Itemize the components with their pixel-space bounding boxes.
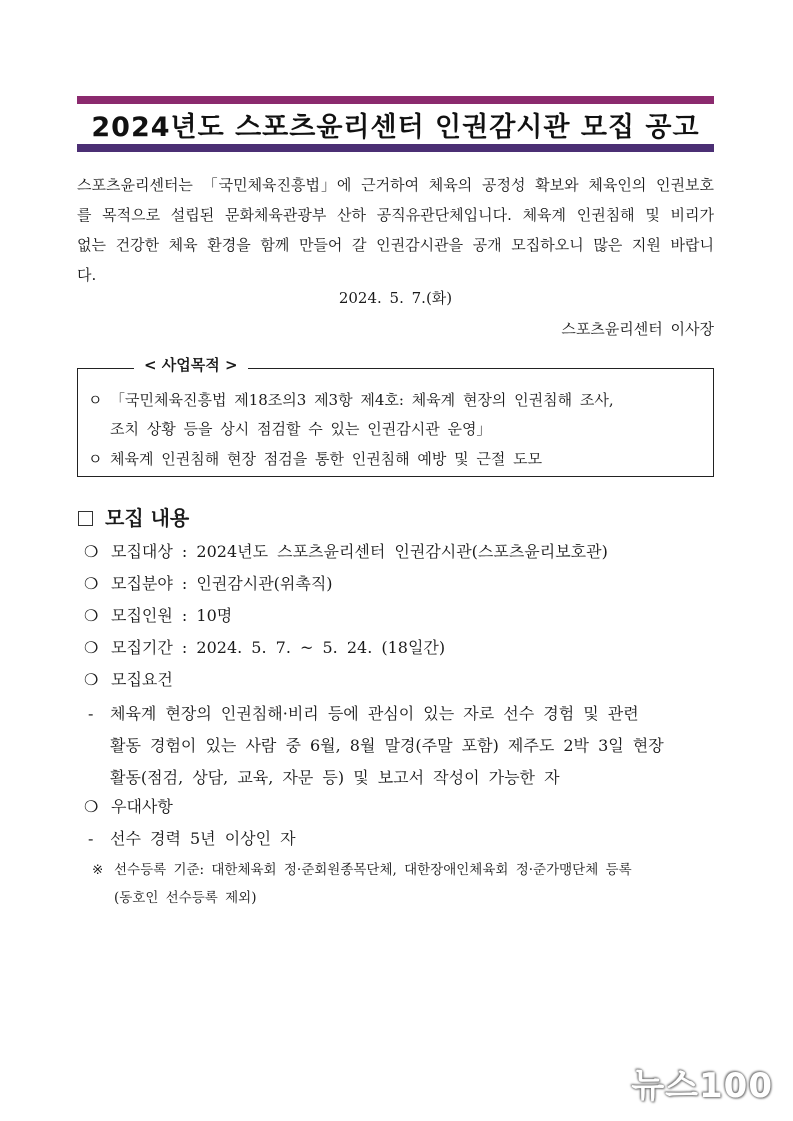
note-line: 선수등록 기준: 대한체육회 정·준회원종목단체, 대한장애인체육회 정·준가맹단체 등록: [114, 862, 632, 878]
title-bottom-bar: [77, 144, 714, 152]
purpose-item: [88, 445, 703, 474]
circle-bullet-icon: ❍: [84, 797, 99, 816]
purpose-item-line: 「국민체육진흥법 제18조의3 제3항 제4호: 체육계 현장의 인권침해 조사,: [110, 391, 614, 409]
requirement-line: 체육계 현장의 인권침해·비리 등에 관심이 있는 자로 선수 경험 및 관련: [110, 704, 639, 723]
row-label: 모집분야: [111, 574, 173, 593]
requirement-line: 활동(점검, 상담, 교육, 자문 등) 및 보고서 작성이 가능한 자: [110, 768, 560, 787]
watermark-logo: 뉴스100: [631, 1066, 773, 1106]
recruit-row: [84, 791, 714, 823]
dash-marker: -: [88, 704, 94, 723]
title-top-bar: [77, 96, 714, 104]
requirement-line: 활동 경험이 있는 사람 중 6월, 8월 말경(주말 포함) 제주도 2박 3일 현장: [110, 736, 664, 755]
circle-bullet-icon: ❍: [84, 542, 99, 561]
circle-bullet-icon: ❍: [84, 638, 99, 657]
note: [92, 856, 714, 912]
purpose-item-line: 체육계 인권침해 현장 점검을 통한 인권침해 예방 및 근절 도모: [110, 450, 543, 468]
circle-bullet-icon: ❍: [84, 574, 99, 593]
purpose-label: < 사업목적 >: [134, 354, 248, 375]
row-label: 우대사항: [111, 797, 173, 816]
recruit-row: [84, 664, 714, 696]
circle-bullet-icon: ❍: [84, 606, 99, 625]
row-label: 모집대상: [111, 542, 173, 561]
row-value: : 인권감시관(위촉직): [181, 574, 333, 593]
recruit-row: [84, 632, 714, 664]
purpose-marker: ㅇ: [88, 391, 103, 409]
signer: 스포츠윤리센터 이사장: [561, 320, 714, 338]
purpose-marker: ㅇ: [88, 450, 103, 468]
checkbox-square-icon: [78, 511, 93, 526]
row-value: : 2024. 5. 7. ~ 5. 24. (18일간): [181, 638, 446, 657]
section-heading-text: 모집 내용: [105, 506, 190, 530]
note-line: (동호인 선수등록 제외): [114, 890, 257, 906]
row-label: 모집기간: [111, 638, 173, 657]
row-value: : 2024년도 스포츠윤리센터 인권감시관(스포츠윤리보호관): [181, 542, 608, 561]
row-label: 모집인원: [111, 606, 173, 625]
requirement-item: [88, 698, 714, 794]
page-title: 2024년도 스포츠윤리센터 인권감시관 모집 공고: [91, 111, 700, 143]
row-label: 모집요건: [111, 670, 173, 689]
preference-item: [88, 823, 714, 855]
recruit-row: [84, 536, 714, 568]
circle-bullet-icon: ❍: [84, 670, 99, 689]
purpose-item: [88, 386, 703, 444]
dash-marker: -: [88, 829, 94, 848]
announcement-date: 2024. 5. 7.(화): [338, 289, 453, 307]
recruit-row: [84, 600, 714, 632]
note-marker: ※: [92, 862, 104, 878]
purpose-item-line: 조치 상황 등을 상시 점검할 수 있는 인권감시관 운영」: [110, 420, 492, 438]
recruit-row: [84, 568, 714, 600]
intro-paragraph: 스포츠윤리센터는 「국민체육진흥법」에 근거하여 체육의 공정성 확보와 체육인의 인권보호를 목적으로 설립된 문화체육관광부 산하 공직유관단체입니다. 체육계 인권침해 및 비리가 없는 건강한 체육 환경을 함께 만들어 갈 인권감시관을 공개 모집하오니 많은 지원 바랍니다.: [77, 176, 714, 284]
section-heading: [78, 502, 189, 531]
row-value: : 10명: [181, 606, 233, 625]
preference-text: 선수 경력 5년 이상인 자: [110, 829, 296, 848]
